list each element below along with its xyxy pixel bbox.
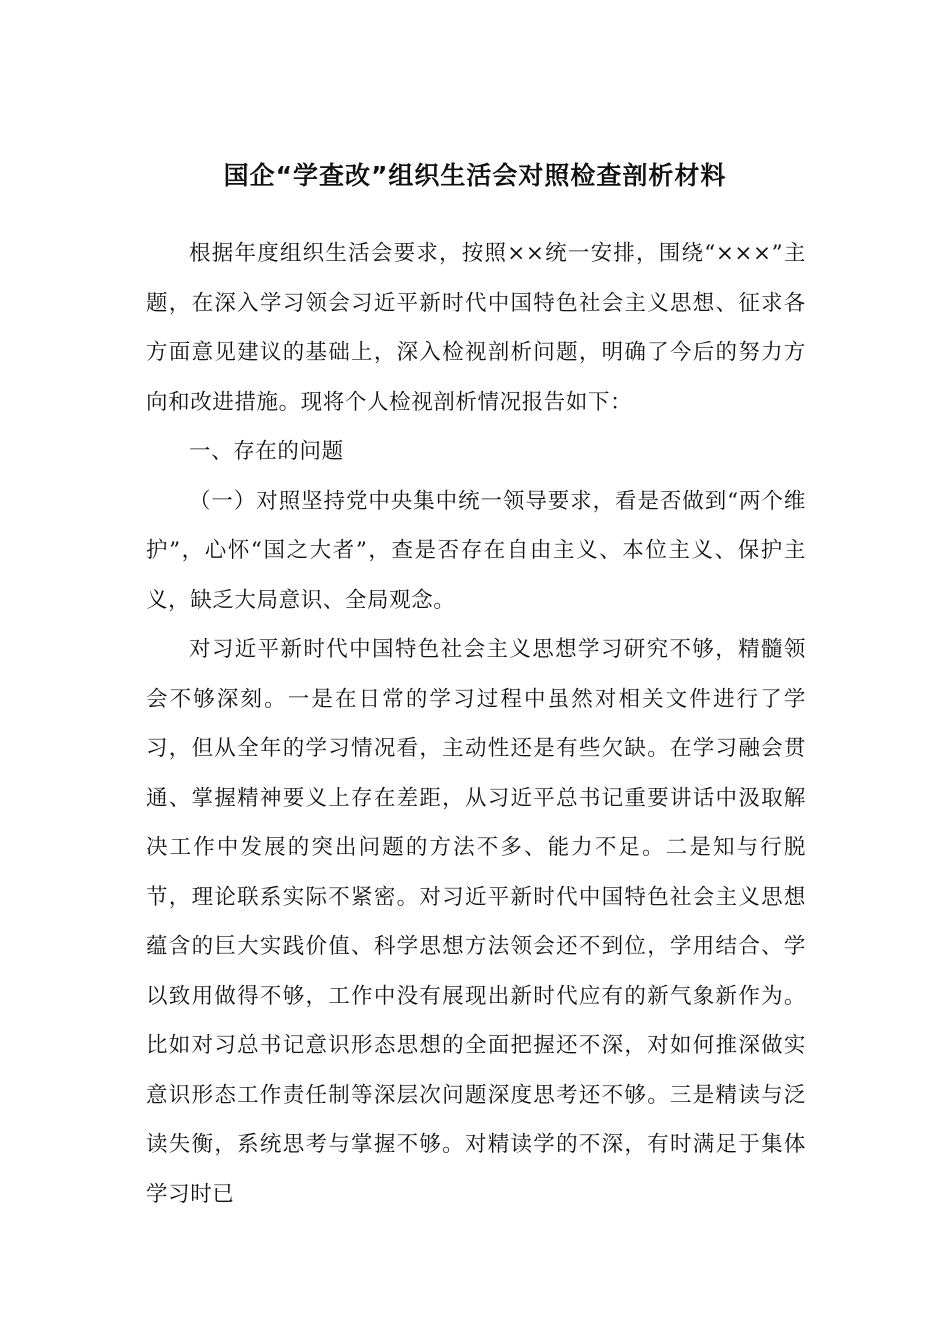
document-body [146,229,806,1219]
document-title: 国企“学查改”组织生活会对照检查剖析材料 [223,161,727,190]
body-paragraph: 对习近平新时代中国特色社会主义思想学习研究不够，精髓领会不够深刻。一是在日常的学习过程中虽然对相关文件进行了学习，但从全年的学习情况看，主动性还是有些欠缺。在学习融会贯通、掌握精神要义上存在差距，从习近平总书记重要讲话中汲取解决工作中发展的突出问题的方法不多、能力不足。二是知与行脱节，理论联系实际不紧密。对习近平新时代中国特色社会主义思想蕴含的巨大实践价值、科学思想方法领会还不到位，学用结合、学以致用做得不够，工作中没有展现出新时代应有的新气象新作为。比如对习总书记意识形态思想的全面把握还不深，对如何推深做实意识形态工作责任制等深层次问题深度思考还不够。三是精读与泛读失衡，系统思考与掌握不够。对精读学的不深，有时满足于集体学习时已 [146,637,806,1207]
intro-paragraph: 根据年度组织生活会要求，按照××统一安排，围绕“×××”主题，在深入学习领会习近平新时代中国特色社会主义思想、征求各方面意见建议的基础上，深入检视剖析问题，明确了今后的努力方向和改进措施。现将个人检视剖析情况报告如下： [146,241,806,415]
subsection-heading: （一）对照坚持党中央集中统一领导要求，看是否做到“两个维护”，心怀“国之大者”，查是否存在自由主义、本位主义、保护主义，缺乏大局意识、全局观念。 [146,488,806,613]
section-heading: 一、存在的问题 [189,439,344,464]
